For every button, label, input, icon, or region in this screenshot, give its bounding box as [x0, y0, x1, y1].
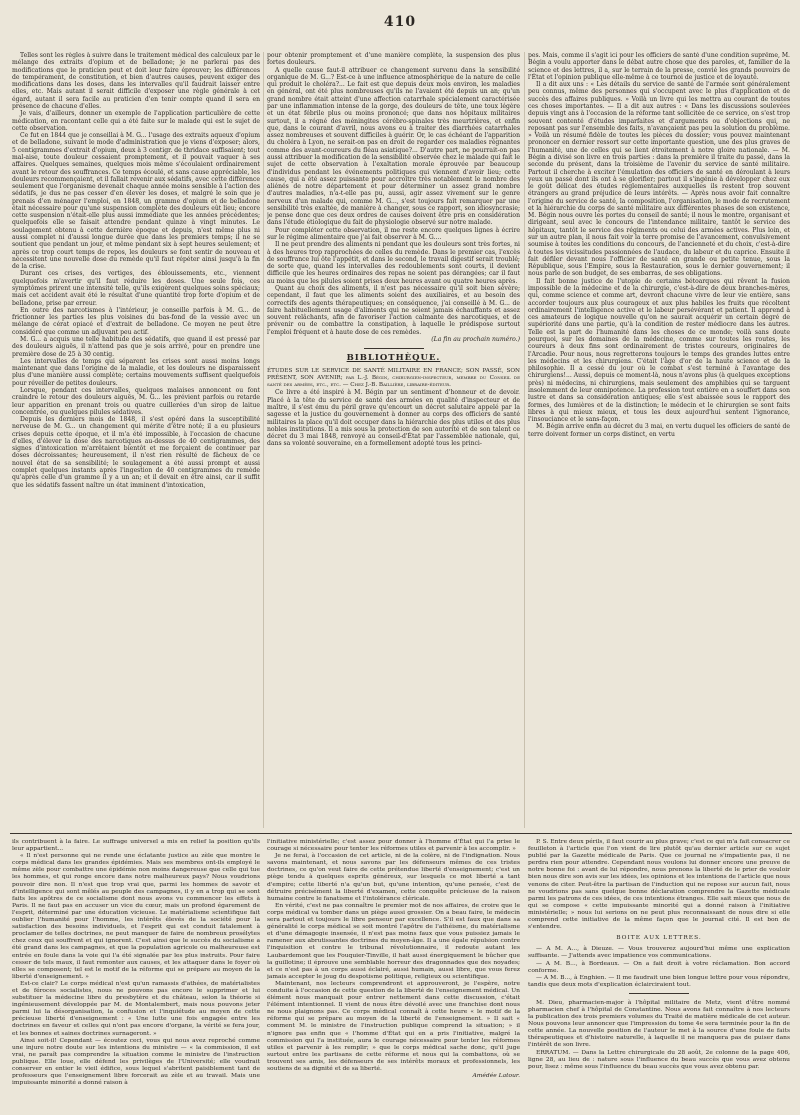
- paragraph: Est-ce clair? Le corps médical n'est qu'un ramassis d'athées, de matérialistes et de féroces socialistes, nous ne pouvons pas encore le supprimer et lui substituer la médecine libre du presbytère et du château, selon la théorie si ingénieusement développée par M. de Montalembert, mais nous pouvons jeter parmi lui la désorganisation, la confusion et l'inquiétude au moyen de cette précieuse liberté d'enseignement : « Une lutte une fois engagée entre les doctrines en faveur et celles qui n'ont pas encore d'organe, la vérité se fera jour, et les bonnes et saines doctrines surnageront. »: [12, 979, 260, 1037]
- paragraph: Depuis les derniers mois de 1848, il s'est opéré dans la susceptibilité nerveuse de M. G... un changement qui mérite d'être noté; il a eu plusieurs crises depuis cette époque, et il m'a été impossible, à l'occasion de chacune d'elles, d'élever la dose des narcotiques au-dessus de 40 centigrammes, des signes d'intoxication m'arrêtaient bientôt et me forçaient de continuer par doses décroissantes; heureusement, il n'est rien résulté de fâcheux de ce nouvel état de sa sensibilité; le soulagement a été aussi prompt et aussi complet quelques instants après l'ingestion de 40 centigrammes du remède qu'après celle d'un gramme il y a un an; et il devait en être ainsi, car il suffit que les sédatifs fassent naître un état imminent d'intoxication,: [12, 416, 260, 489]
- paragraph: l'initiative ministérielle; c'est assez pour donner à l'homme d'État qui l'a prise le courage si nécessaire pour tenter les réformes utiles et parvenir à les accomplir. »: [267, 838, 520, 853]
- paragraph: Maintenant, nos lecteurs comprendront et approuveront, je l'espère, notre conduite à l'occasion de cette question de la liberté de l'enseignement médical. Un élément nous manquait pour entrer nettement dans cette discussion, c'était l'élément intentionnel. Il vient de nous être dévoilé avec une franchise dont nous ne nous plaignons pas. Ce corps médical connaît à cette heure « le motif de la réforme qui se prépare au moyen de la liberté de l'enseignement. » Il sait « comment M. le ministre de l'instruction publique comprend la situation; » il n'ignore pas enfin que « l'homme d'État qui en a pris l'initiative, malgré la commission qui l'a instituée, aura le courage nécessaire pour tenter les réformes utiles et parvenir à les remplir; » que le corps médical sache donc, qu'il juge surtout entre les partisans de cette réforme et nous qui la combattons, où se trouvent ses amis, les défenseurs de ses intérêts moraux et professionnels, les soutiens de sa dignité et de sa liberté.: [267, 979, 520, 1072]
- paragraph: Il a dit aux uns : « Les détails du service de santé de l'armée sont généralement peu connus, même des personnes qui s'occupent avec le plus d'application et de succès des affaires publiques. » Voilà un livre qui les mettra au courant de toutes ces choses importantes. — Il a dit aux autres : « Dans les discussions soulevées depuis vingt ans à l'occasion de la réforme tant sollicitée de ce service, on s'est trop souvent contenté d'études imparfaites et d'arguments ou d'objections qui, ne reposant pas sur l'ensemble des faits, n'avançaient pas peu la solution du problème. » Voilà un résumé fidèle de toutes les pièces du dossier; vous pouvez maintenant prononcer en dernier ressort sur cette importante question, une des plus graves de l'humanité, une de celles qui se lient étroitement à notre gloire nationale. — M. Bégin a divisé son livre en trois parties : dans la première il traite du passé, dans la seconde du présent, dans la troisième de l'avenir du service de santé militaire. Partout il cherche à exciter l'émulation des officiers de santé en déroulant à leurs yeux un passé dont ils ont à se glorifier; partout il s'ingénie à développer chez eux le goût délicat des études réglementaires auxquelles ils restent trop souvent étrangers au grand préjudice de leurs intérêts. — Après nous avoir fait connaître l'origine du service de santé, la composition, l'organisation, le mode de recrutement et la hiérarchie du corps de santé militaire aux différentes phases de son existence, M. Bégin nous ouvre les portes du conseil de santé; il nous le montre, organisant et dirigeant, seul avec le concours de l'intendance militaire, tantôt le service des hôpitaux, tantôt le service des régiments ou celui des armées actives. Plus loin, et sur un autre plan, il nous fait voir la terre promise de l'avancement, convulsivement soumise à toutes les conditions du concours, de l'ancienneté et du choix, c'est-à-dire à toutes les vicissitudes passionnées de l'audace, du labeur et du caprice. Ensuite il fait défiler devant nous l'officier de santé en grande ou petite tenue, sous la République, sous l'Empire, sous la Restauration, sous le dernier gouvernement; il nous parle de son budget, de ses embarras, de ses obligations.: [528, 81, 790, 278]
- paragraph: Je ne ferai, à l'occasion de cet article, ni de la colère, ni de l'indignation. Nous savons maintenant, et nous savons par les défenseurs mêmes de ces tristes doctrines, ce qu'on veut faire de cette prétendue liberté d'enseignement; c'est un piège tendu à quelques esprits généreux, sur lesquels ce mot liberté a tant d'empire; cette liberté n'a qu'un but, qu'une intention, qu'une pensée, c'est de détruire précisément la liberté d'examen, cette conquête précieuse de la raison humaine contre le fanatisme et l'intolérance cléricale.: [267, 852, 520, 902]
- paragraph: Je vais, d'ailleurs, donner un exemple de l'application particulière de cette médication, en racontant celle qui a été faite sur le malade qui est le sujet de cette observation.: [12, 110, 260, 132]
- author-signature: Amédée Latour.: [472, 1072, 520, 1080]
- column-divider: [263, 52, 264, 828]
- separator-rule: [629, 993, 689, 994]
- paragraph: — A M. B..., à Bordeaux. — On a fait droit à votre réclamation. Bon accord conforme.: [528, 959, 790, 974]
- column-divider: [524, 52, 525, 828]
- feuilleton-column-3: [528, 838, 790, 1110]
- paragraph: Telles sont les règles à suivre dans le traitement médical des calculeux par le mélange des extraits d'opium et de belladone; je ne parlerai pas des modifications que le praticien peut et doit leur faire éprouver; les différences de tempérament, de constitution, et bien d'autres causes, peuvent exiger des modifications dans les doses, dans les intervalles qu'il faudrait laisser entre elles, etc. Mais autant il serait difficile d'exposer une règle générale à cet égard, autant il sera facile au praticien d'en tenir compte quand il sera en présence de chacune d'elles.: [12, 52, 260, 110]
- paragraph: — A M. B..., à Enghien. — Il me faudrait une bien longue lettre pour vous répondre, tandis que deux mots d'explication éclairciraient tout.: [528, 973, 790, 988]
- paragraph: Pour compléter cette observation, il me reste encore quelques lignes à écrire sur le régime alimentaire que j'ai fait observer à M. G....: [267, 226, 520, 242]
- separator-rule: [364, 348, 424, 349]
- paragraph: Les intervalles de temps qui séparent les crises sont aussi moins longs maintenant que dans l'origine de la maladie, et les douleurs ne disparaissent plus d'une manière aussi complète; certains mouvements suffisent quelquefois pour réveiller de petites douleurs.: [12, 357, 260, 387]
- paragraph: Lorsque, pendant ces intervalles, quelques malaises annoncent ou font craindre le retour des douleurs aiguës, M. G... les prévient parfois ou retarde leur apparition en prenant trois ou quatre cuillerées d'un sirop de laitue concentrée, ou quelques pilules sédatives.: [12, 386, 260, 416]
- paragraph: Il fait bonne justice de l'utopie de certains bétoarques qui rêvent la fusion impossible de la médecine et de la chirurgie, c'est-à-dire de deux branches-mères, qui, comme science et comme art, devront chacune vivre de leur vie entière, sans accorder toujours aux plus courageux et aux plus habiles les fruits que récoltent ordinairement l'intelligence active et le labeur persévérant et patient. Il apprend à ces amateurs de logique nouvelle qu'on ne saurait acquérir un certain degré de supériorité dans une partie, qu'à la condition de rester médiocre dans les autres. Telle est la part de l'humanité dans les choses de ce monde; voilà sans doute pourquoi, sur les domaines de la médecine, comme sur toutes les routes, les coureurs à deux fins sont ordinairement de tristes coureurs, originaires de l'Arcadie. Pour nous, nous regretterons toujours le temps des grandes luttes entre les médecins et les chirurgiens. C'était l'âge d'or de la haute science et de la philosophie. Il a cessé du jour où le combat s'est terminé à l'avantage des chirurgiens!... Aussi, depuis ce moment-là, nous n'avons plus (à quelques exceptions près) ni médecins, ni chirurgiens, mais seulement des amphibies qui se targuent insolemment de leur omnipotence. La profession tout entière en a souffert dans son lustre et dans sa considération antiques; elle s'est abaissée sous le rapport des formes, des lumières et de la distinction; le médecin et le chirurgien se sont faits libres à qui mieux mieux, et tous les deux aujourd'hui sentent l'ignorance, l'insouciance et le sans-façon.: [528, 277, 790, 424]
- paragraph: M. G... a acquis une telle habitude des sédatifs, que quand il est pressé par des douleurs aiguës, il n'attend pas que je sois arrivé, pour en prendre une première dose de 25 à 30 centig.: [12, 335, 260, 358]
- paragraph: P. S. Entre deux périls, il faut courir au plus grave; c'est ce qui m'a fait consacrer ce feuilleton à l'article que l'on vient de lire plutôt qu'au dernier article sur ce sujet publié par la Gazette médicale de Paris. Que ce journal ne s'impatiente pas, il ne perdra rien pour attendre. Cependant nous voulons lui donner encore une preuve de notre bonne foi : avant de lui répondre, nous prenons la liberté de le prier de vouloir bien nous dire son avis sur les idées, les opinions et les intentions de l'article que nous venons de citer. Peut-être la partisan de l'induction qui ne repose sur aucun fait, nous ne voudrions pas sans quelque bonne déclaration comprendre la Gazette médicale parmi les patrons de ces idées, de ces intentions étranges. Elle sait mieux que nous de qui se compose « cette impuissante minorité qui a donné raison à l'initiative ministérielle; » nous lui serions on ne peut plus reconnaissant de nous dire si elle comprend cette initiative de la même façon que le journal cité. Il est bon de s'entendre.: [528, 838, 790, 931]
- article-column-2: [267, 52, 520, 828]
- paragraph: « Il n'est personne qui ne rende une éclatante justice au zèle que montre le corps médical dans les grandes épidémies. Mais ses membres ont-ils employé le même zèle pour combattre une épidémie non moins dangereuse que celle qui tue les hommes, et qui ronge encore dans notre malheureux pays? Nous voudrions pouvoir dire non. Il n'est que trop vrai que, parmi les hommes de savoir et d'intelligence qui sont mêlés au peuple des campagnes, il y en a trop qui se sont faits les apôtres de ce socialisme dont nous avons vu commencer les effets à Paris. Il ne faut pas en accuser un vice du cœur, mais un profond égarement de l'esprit, déterminé par une éducation vicieuse. Le matérialisme scientifique fait oublier l'humanité pour l'homme, les intérêts élevés de la société pour la satisfaction des besoins individuels, et l'esprit qui est conduit fatalement à proclamer de telles doctrines, ne peut manquer de faire de nombreux prosélytes chez ceux qui souffrent et qui ignorent. C'est ainsi que le succès du socialisme a été grand dans les campagnes, et que la population agricole ou malheureuse est entrée en foule dans la voie qui l'a été signalée par les plus instruits. Pour faire cesser de tels maux, il faut remonter aux causes, et les attaquer dans le foyer où elles se composent; tel est le motif de la réforme qui se prépare au moyen de la liberté d'enseignement. »: [12, 852, 260, 980]
- paragraph: Durant ces crises, des vertiges, des éblouissements, etc., viennent quelquefois m'avertir qu'il faut réduire les doses. Une seule fois, ces symptômes prirent une intensité telle, qu'ils exigèrent quelques soins spéciaux; mais cet accident avait été le résultat d'une quantité trop forte d'opium et de belladone, prise par erreur.: [12, 270, 260, 307]
- feuilleton-divider: [10, 833, 792, 834]
- paragraph: pes. Mais, comme il s'agit ici pour les officiers de santé d'une condition suprême, M. Bégin a voulu apporter dans le débat autre chose que des paroles, et, familier de la science et des lettres, il a, sur le terrain de la presse, convié les grands pouvoirs de l'État et l'opinion publique elle-même à ce tournoi de justice et de loyauté.: [528, 52, 790, 81]
- paragraph: En vérité, c'est ne pas connaître le premier mot de nos affaires, de croire que le corps médical va tomber dans un piège aussi grossier. On a beau faire, le médecin sera partout et toujours le libre penseur par excellence. S'il est faux que dans sa généralité le corps médical se soit montré l'apôtre de l'athéisme, du matérialisme et d'une démagogie insensée, il n'est pas moins faux que vous puissiez jamais le ramener aux abrutissantes doctrines du moyen-âge. Il a une égale répulsion contre l'inquisition et contre le tribunal révolutionnaire, il redoute autant les Laubardemont que les Fouquier-Tinville, il hait aussi énergiquement le bûcher que la guillotine; il éprouve une semblable horreur des dragonnades que des noyades; et ce n'est pas à un corps aussi éclairé, aussi humain, aussi libre, que vous ferez jamais accepter le joug du despotisme politique, religieux ou scientifique.: [267, 901, 520, 980]
- book-heading: ÉTUDES SUR LE SERVICE DE SANTÉ MILITAIRE EN FRANCE; SON PASSÉ, SON PRÉSENT, SON AVENIR; par L.-J. Bégin, chirurgien-inspecteur, membre du Conseil de santé des armées, etc., etc. — Chez J.-B. Baillière, libraire-éditeur.: [267, 367, 520, 389]
- feuilleton-column-2: [267, 838, 520, 1110]
- mailbox-heading: BOITE AUX LETTRES.: [616, 935, 702, 942]
- paragraph: Ainsi soit-il! Cependant — écoutez ceci, vous qui nous avez reproché comme une injure notre doute sur les intentions du ministre — « la commission, il est vrai, ne paraît pas comprendre la situation comme le ministre de l'instruction publique. Elle loue, elle défend les privilèges de l'Université; elle voudrait conserver en entier le vieil édifice, sous lequel s'abritent paisiblement tant de professeurs que l'enseignement libre forcerait au zèle et au travail. Mais une impuissante minorité a donné raison à: [12, 1036, 260, 1087]
- paragraph: ERRATUM. — Dans la Lettre chirurgicale du 28 août, 2e colonne de la page 406, ligne 28, au lieu de : nature sous l'influence du beau succès que vous avez obtenu pour, lisez : même sous l'influence du beau succès que vous avez obtenu par.: [528, 1048, 790, 1070]
- feuilleton-column-1: [12, 838, 260, 1110]
- paragraph: ils contribuent à la faire. Le suffrage universel a mis en relief la position qu'ils leur appartient...: [12, 838, 260, 853]
- continued-note: (La fin au prochain numéro.): [431, 335, 520, 343]
- paragraph: Il ne peut prendre des aliments ni pendant que les douleurs sont très fortes, ni à des heures trop rapprochées de celles du remède. Dans le premier cas, l'excès de souffrance lui ôte l'appétit, et dans le second, le travail digestif serait troublé; de sorte que, quand les intervalles des redoublements sont courts, il devient difficile que les heures ordinaires des repas ne soient pas dérangées; car il faut au moins que les pilules soient prises deux heures avant ou quatre heures après.: [267, 241, 520, 285]
- paragraph: A quelle cause faut-il attribuer ce changement survenu dans la sensibilité organique de M. G...? Est-ce à une influence atmosphérique de la nature de celle qui produit le choléra?... Le fait est que depuis deux mois environ, les maladies en général, ont été plus nombreuses qu'ils ne l'avaient été depuis un an; qu'un grand nombre était atteint d'une affection catarrhale spécialement caractérisée par une inflammation intense de la gorge, des douleurs de tête, une toux légère et un état fébrile plus ou moins prononcé; que dans nos hôpitaux militaires surtout, il a régné des méningites cérébro-spinales très meurtrières, et enfin que, dans le courant d'avril, nous avons eu à traiter des diarrhées catarrhales assez nombreuses et souvent difficiles à guérir. Or, le cas échéant de l'apparition du choléra à Lyon, ne serait-on pas en droit de regarder ces maladies régnantes comme des avant-coureurs du fléau asiatique?... D'autre part, ne pourrait-on pas aussi attribuer la modification de la sensibilité observée chez le malade qui fait le sujet de cette observation à l'exaltation morale éprouvée par beaucoup d'individus pendant les événements politiques qui viennent d'avoir lieu; cette cause, qui a été assez puissante pour accroître très notablement le nombre des aliénés de notre département et pour déterminer un assez grand nombre d'autres maladies, n'a-t-elle pas pu, aussi, agir assez vivement sur le genre nerveux d'un malade qui, comme M. G..., s'est toujours fait remarquer par une sensibilité très exaltée, de manière à changer, sous ce rapport, son idiosyncrasie; je pense donc que ces deux ordres de causes doivent être pris en considération dans l'étude étiologique du fait de physiologie observé sur notre malade.: [267, 66, 520, 227]
- paragraph: — A M. A..., à Dieuze. — Vous trouverez aujourd'hui même une explication suffisante. — J'attends avec impatience vos communications.: [528, 945, 790, 960]
- article-column-1: [12, 52, 260, 828]
- paragraph: Quant au choix des aliments, il n'est pas nécessaire qu'il soit bien sévère; cependant, il faut que les aliments soient des auxiliaires, et au besoin des correctifs des agents thérapeutiques; en conséquence, j'ai conseillé à M. G... de faire habituellement usage d'aliments qui ne soient jamais échauffants et assez souvent relâchants, afin de favoriser l'action calmante des narcotiques, et de prévenir ou de combattre la constipation, à laquelle le prédispose surtout l'emploi fréquent et à haute dose de ces remèdes.: [267, 285, 520, 336]
- page-number: 410: [383, 14, 417, 30]
- paragraph: M. Bégin arrive enfin au décret du 3 mai, en vertu duquel les officiers de santé de terre doivent former un corps distinct, en vertu: [528, 423, 790, 438]
- paragraph: En outre des narcotismes à l'intérieur, je conseille parfois à M. G... de frictionner les parties les plus voisines du bas-fond de la vessie avec un mélange de cérat opiacé et d'extrait de belladone. Ce moyen ne peut être considéré que comme un adjuvant peu actif.: [12, 306, 260, 336]
- paragraph: Ce fut en 1844 que je conseillai à M. G... l'usage des extraits aqueux d'opium et de belladone, suivant le mode d'administration que je viens d'exposer; alors, 5 centigrammes d'extrait d'opium, deux à 3 centigr. de thridace suffisaient; tout mal-aise, toute douleur cessaient promptement, et il pouvait vaquer à ses affaires. Quelques semaines, quelques mois même s'écoulaient ordinairement avant le retour des souffrances. Ce temps écoulé, et sans cause appréciable, les douleurs recommençaient, et il fallait revenir aux sédatifs, avec cette différence seulement que l'organisme devenait chaque année moins sensible à l'action des sédatifs, je dus ne pas cesser d'en élever les doses, et malgré le soin que je prenais d'en ménager l'emploi, en 1848, un gramme d'opium et de belladone était nécessaire pour qu'une suspension complète des douleurs eût lieu; encore cette suspension n'était-elle plus aussi immédiate que les années précédentes; quelquefois elle se faisait attendre pendant quinze à vingt minutes. Le soulagement obtenu à cette dernière époque et depuis, n'est même plus ni aussi complet ni d'aussi longue durée que dans les premiers temps; il ne se soutient que pendant un jour, et même pendant six à sept heures seulement; et après ce trop court temps de repos, les douleurs se font sentir de nouveau et nécessitent une nouvelle dose du remède qu'il faut répéter ainsi jusqu'à la fin de la crise.: [12, 132, 260, 271]
- article-column-3: [528, 52, 790, 828]
- paragraph: pour obtenir promptement et d'une manière complète, la suspension des plus fortes douleurs.: [267, 52, 520, 67]
- paragraph: Ce livre a été inspiré à M. Bégin par un sentiment d'honneur et de devoir. Placé à la tête du service de santé des armées en qualité d'inspecteur et de maître, il s'est ému du péril grave qu'encourt un décret salutaire appelé par la sagesse et la justice du gouvernement à donner au corps des officiers de santé militaires la place qu'il doit occuper dans la hiérarchie des plus utiles et des plus nobles institutions. Il a mis sous la protection de son autorité et de son talent ce décret du 3 mai 1848, renvoyé au conseil-d'État par l'assemblée nationale, qui, dans sa volonté souveraine, en a formellement adopté tous les princi-: [267, 389, 520, 448]
- paragraph: M. Dieu, pharmacien-major à l'hôpital militaire de Metz, vient d'être nommé pharmacien chef à l'hôpital de Constantine. Nous avons fait connaître à nos lecteurs la publication des trois premiers volumes du Traité de matière médicale de cet auteur. Nous pouvons leur annoncer que l'impression du tome 4e sera terminée pour la fin de cette année. La nouvelle position de l'auteur le met à la source d'une foule de faits thérapeutiques et d'histoire naturelle, à laquelle il ne manquera pas de puiser dans l'intérêt de son livre.: [528, 998, 790, 1049]
- section-title: BIBLIOTHÈQUE.: [346, 353, 441, 364]
